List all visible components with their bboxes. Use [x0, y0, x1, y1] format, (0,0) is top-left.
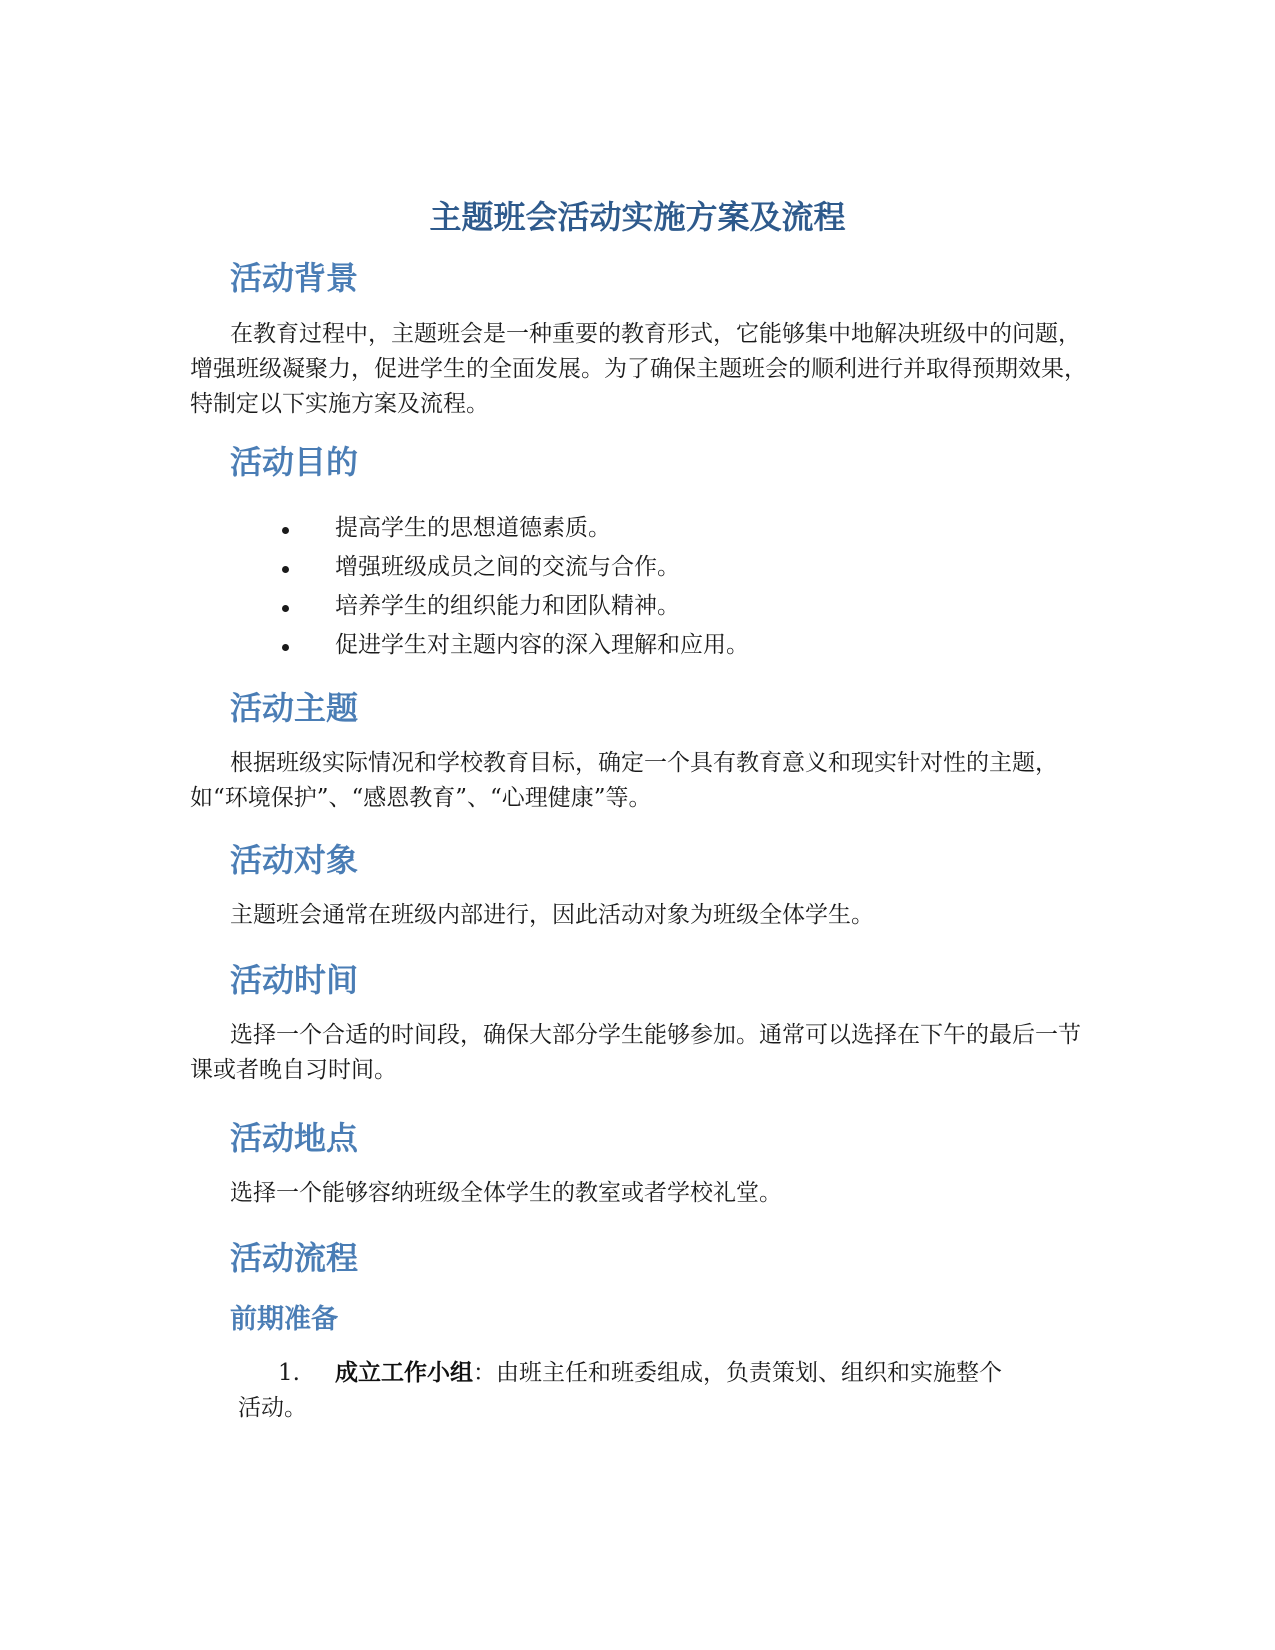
list-item-text: 增强班级成员之间的交流与合作。	[335, 554, 680, 580]
bullet-icon	[282, 605, 289, 612]
heading-background: 活动背景	[230, 259, 359, 297]
bullet-icon	[282, 566, 289, 573]
list-item	[270, 550, 749, 589]
purpose-list	[270, 511, 749, 667]
subheading-preparation: 前期准备	[230, 1304, 338, 1335]
heading-location: 活动地点	[230, 1119, 359, 1157]
paragraph-time: 选择一个合适的时间段，确保大部分学生能够参加。通常可以选择在下午的最后一节课或者晚自习时间。	[190, 1022, 1081, 1083]
heading-theme: 活动主题	[230, 689, 359, 727]
paragraph-theme: 根据班级实际情况和学校教育目标，确定一个具有教育意义和现实针对性的主题，如“环境保护”、“感恩教育”、“心理健康”等。	[190, 750, 1058, 811]
heading-process: 活动流程	[230, 1239, 359, 1277]
step-separator: ：	[473, 1360, 496, 1386]
paragraph-target: 主题班会通常在班级内部进行，因此活动对象为班级全体学生。	[230, 902, 874, 928]
list-item-text: 提高学生的思想道德素质。	[335, 515, 611, 541]
step-number: 1.	[278, 1360, 300, 1386]
heading-target: 活动对象	[230, 841, 359, 879]
document-title: 主题班会活动实施方案及流程	[429, 198, 846, 236]
list-item	[270, 511, 749, 550]
list-item	[270, 628, 749, 667]
numbered-step	[230, 1356, 1090, 1426]
paragraph-background: 在教育过程中，主题班会是一种重要的教育形式，它能够集中地解决班级中的问题，增强班级凝聚力，促进学生的全面发展。为了确保主题班会的顺利进行并取得预期效果，特制定以下实施方案及流程。	[190, 321, 1087, 417]
list-item-text: 培养学生的组织能力和团队精神。	[335, 593, 680, 619]
list-item	[270, 589, 749, 628]
bullet-icon	[282, 644, 289, 651]
step-text-continued: 活动。	[238, 1395, 307, 1421]
heading-time: 活动时间	[230, 961, 359, 999]
bullet-icon	[282, 527, 289, 534]
list-item-text: 促进学生对主题内容的深入理解和应用。	[335, 632, 749, 658]
heading-purpose: 活动目的	[230, 443, 359, 481]
paragraph-location: 选择一个能够容纳班级全体学生的教室或者学校礼堂。	[230, 1180, 782, 1206]
step-text: 由班主任和班委组成，负责策划、组织和实施整个	[496, 1360, 1002, 1386]
step-label: 成立工作小组	[335, 1360, 473, 1386]
